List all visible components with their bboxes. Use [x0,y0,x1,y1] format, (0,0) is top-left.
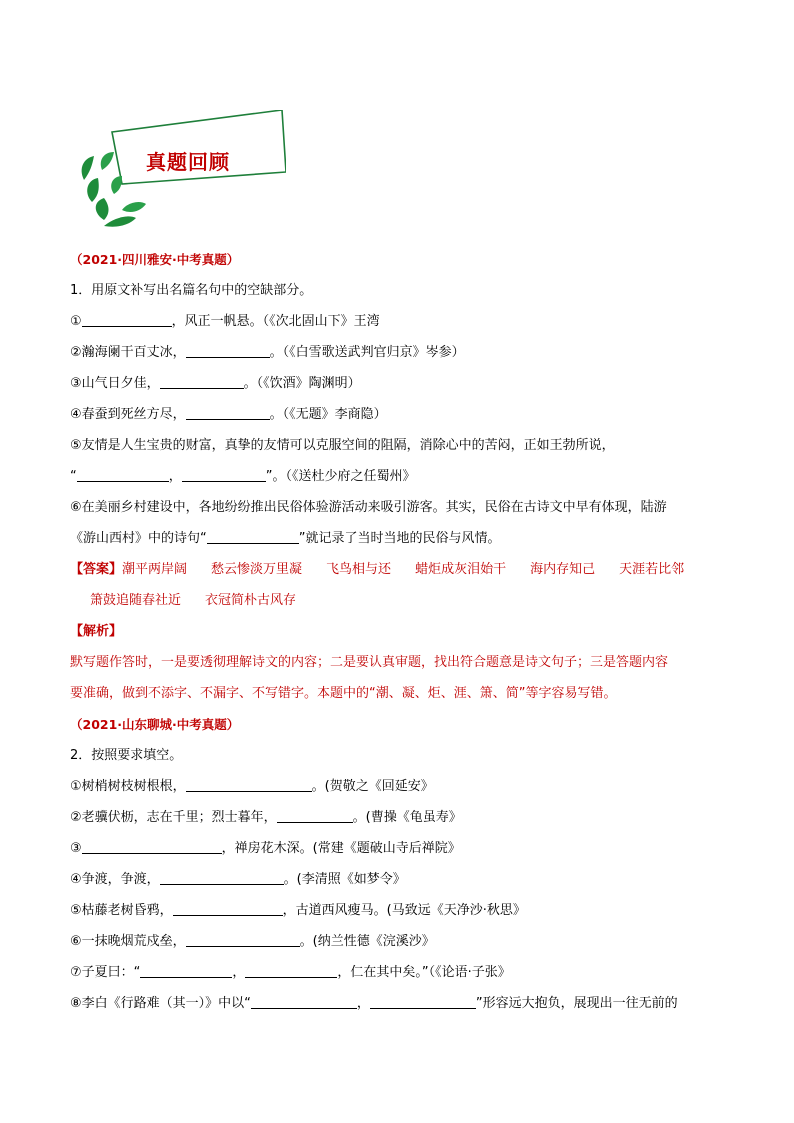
answer-row [70,554,730,585]
leaf-shape [82,156,94,180]
question-source: （2021·四川雅安·中考真题） [70,252,240,267]
content-area [70,244,730,1019]
answer-item: 飞鸟相与还 [326,562,392,577]
question-source: （2021·山东聊城·中考真题） [70,717,240,732]
answer-blank[interactable] [251,993,357,1009]
question-text: ⑤友情是人生宝贵的财富，真挚的友情可以克服空间的阻隔，消除心中的苦闷，正如王勃所说， [70,438,615,453]
leaf-shape [96,198,109,220]
answer-label: 【答案】 [70,562,123,577]
leaf-shape [104,216,136,226]
fill-blank-item: ⑧李白《行路难（其一）》中以“ ， ”形容远大抱负，展现出一往无前的 [70,988,730,1019]
answer-item: 海内存知己 [530,562,596,577]
leaf-shape [122,202,146,212]
fill-blank-item: ②瀚海阑干百丈冰， 。（《白雪歌送武判官归京》岑参） [70,337,730,368]
answer-blank[interactable] [370,993,476,1009]
answer-item: 蜡炬成灰泪始干 [415,562,507,577]
question-text: ⑥在美丽乡村建设中，各地纷纷推出民俗体验游活动来吸引游客。其实，民俗在古诗文中早有体现，陆游 [70,500,667,515]
analysis-label: 【解析】 [70,624,123,639]
answer-item: 天涯若比邻 [619,562,685,577]
answer-blank[interactable] [82,311,172,327]
answer-blank[interactable] [160,373,244,389]
fill-blank-item: ③山气日夕佳， 。（《饮酒》陶渊明） [70,368,730,399]
fill-blank-item: ③ ，禅房花木深。(常建《题破山寺后禅院》 [70,833,730,864]
answer-item: 潮平两岸阔 [122,562,188,577]
fill-blank-item: ④春蚕到死丝方尽， 。（《无题》李商隐） [70,399,730,430]
answer-blank[interactable] [186,931,300,947]
answer-blank[interactable] [82,838,222,854]
answer-blank[interactable] [245,962,337,978]
fill-blank-item: ④争渡，争渡， 。(李清照《如梦令》 [70,864,730,895]
answer-blank[interactable] [186,776,312,792]
answer-blank[interactable] [173,900,283,916]
answer-blank[interactable] [186,342,270,358]
answer-item: 衣冠简朴古风存 [205,593,297,608]
question-prompt: 1．用原文补写出名篇名句中的空缺部分。 [70,283,313,298]
fill-blank-item: 《游山西村》中的诗句“ ”就记录了当时当地的民俗与风情。 [70,523,730,554]
answer-blank[interactable] [186,404,270,420]
analysis-text: 默写题作答时，一是要透彻理解诗文的内容；二是要认真审题，找出符合题意是诗文句子；三是答题内容 [70,655,669,670]
fill-blank-item: ⑦子夏曰：“ ， ，仁在其中矣。”（《论语·子张》 [70,957,730,988]
answer-row [70,585,730,616]
answer-blank[interactable] [140,962,232,978]
answer-blank[interactable] [182,466,266,482]
leaf-shape [101,152,114,170]
answer-blank[interactable] [207,528,299,544]
fill-blank-item: ① ，风正一帆悬。（《次北固山下》王湾 [70,306,730,337]
answer-item: 愁云惨淡万里凝 [211,562,303,577]
page-title: 真题回顾 [146,150,230,174]
fill-blank-item: ⑥一抹晚烟荒戍垒， 。(纳兰性德《浣溪沙》 [70,926,730,957]
answer-blank[interactable] [277,807,353,823]
fill-blank-item: ②老骥伏枥，志在千里；烈士暮年， 。(曹操《龟虽寿》 [70,802,730,833]
leaf-shape [111,176,122,194]
analysis-text: 要准确，做到不添字、不漏字、不写错字。本题中的“潮、凝、炬、涯、箫、简”等字容易写错。 [70,686,617,701]
fill-blank-item: “ ， ”。（《送杜少府之任蜀州》 [70,461,730,492]
question-prompt: 2．按照要求填空。 [70,748,183,763]
answer-item: 箫鼓追随春社近 [90,593,182,608]
fill-blank-item: ⑤枯藤老树昏鸦， ，古道西风瘦马。(马致远《天净沙·秋思》 [70,895,730,926]
answer-blank[interactable] [160,869,284,885]
leaf-shape [87,178,99,202]
answer-blank[interactable] [77,466,169,482]
fill-blank-item: ①树梢树枝树根根， 。(贺敬之《回延安》 [70,771,730,802]
